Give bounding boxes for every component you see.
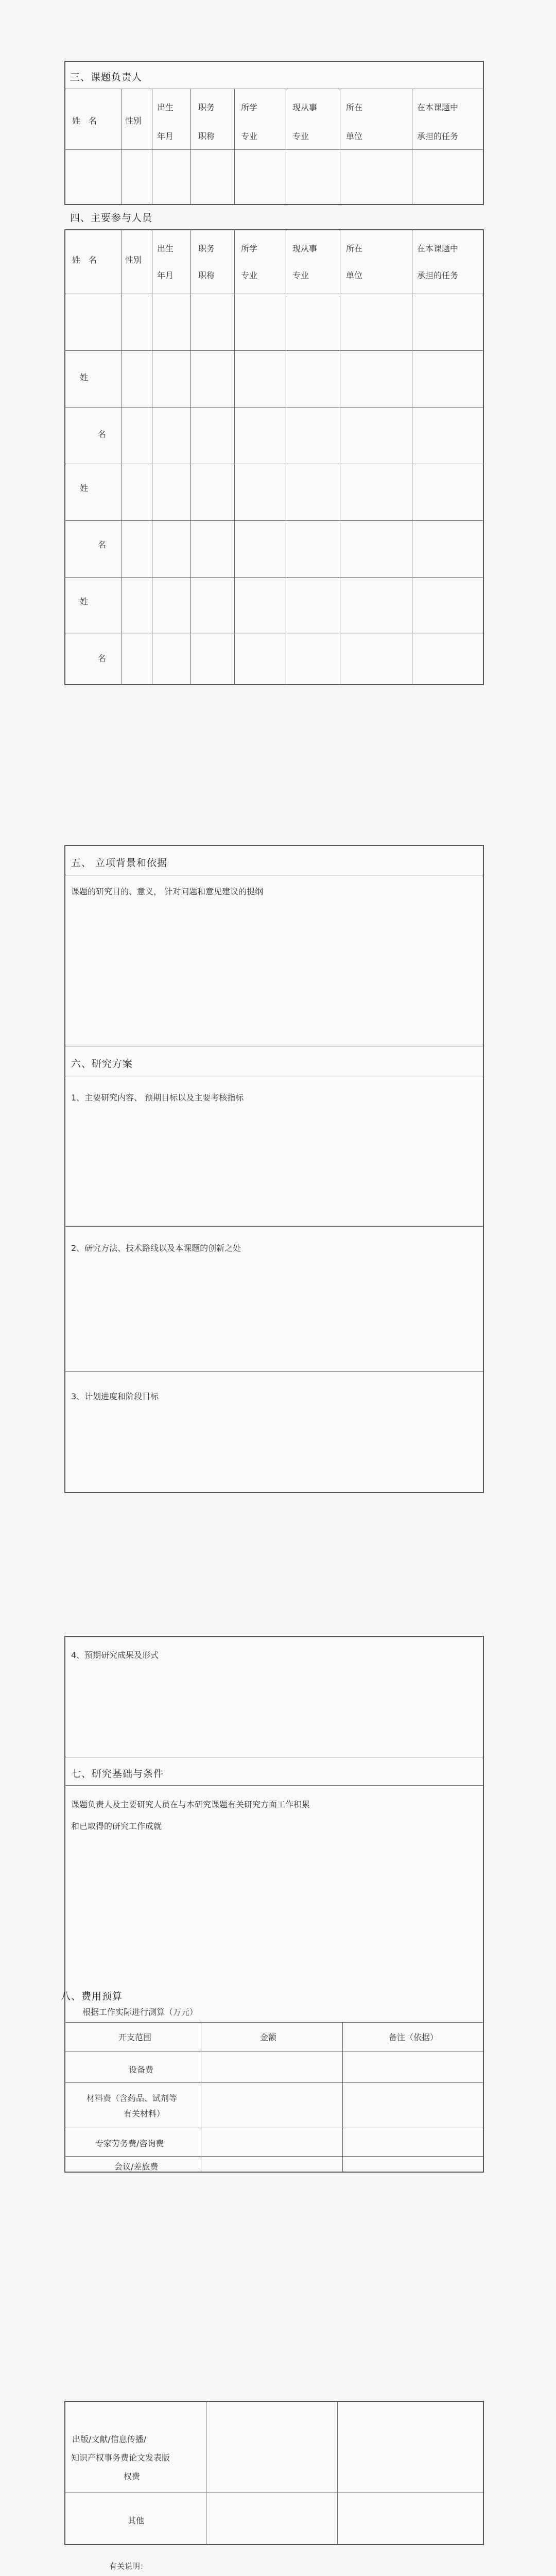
- plan-item-4: 4、预期研究成果及形式: [71, 1650, 159, 1660]
- budget-col-scope: 开支范围: [118, 2032, 152, 2042]
- header-birth: 出生: [157, 244, 174, 253]
- section5-prompt: 课题的研究目的、意义， 针对问题和意见建议的提纲: [71, 887, 264, 896]
- divider: [64, 350, 484, 351]
- header-name: 姓 名: [72, 255, 97, 265]
- header-position: 职务: [198, 244, 215, 253]
- section8-subtitle: 根据工作实际进行测算（万元）: [82, 2007, 198, 2017]
- header-gender: 性别: [125, 116, 142, 126]
- header-unit2: 单位: [346, 131, 363, 141]
- header-task: 在本课题中: [417, 244, 459, 253]
- budget-row-materials: 材料费（含药品、试剂等: [86, 2093, 178, 2103]
- row-label: 姓: [80, 372, 89, 382]
- header-task2: 承担的任务: [417, 270, 459, 280]
- header-task: 在本课题中: [417, 103, 459, 112]
- section5-title: 五、 立项背景和依据: [71, 857, 168, 869]
- header-major: 所学: [241, 244, 258, 253]
- divider: [234, 89, 235, 205]
- participants-table: [64, 229, 484, 685]
- budget-row-meetings: 会议/差旅费: [114, 2162, 159, 2172]
- header-birth2: 年月: [157, 131, 174, 141]
- plan-item-2: 2、研究方法、技术路线以及本课题的创新之处: [71, 1243, 241, 1253]
- budget-row-experts: 专家劳务费/咨询费: [95, 2139, 164, 2148]
- header-position2: 职称: [198, 131, 215, 141]
- plan-item-3: 3、计划进度和阶段目标: [71, 1392, 159, 1401]
- divider: [190, 89, 191, 205]
- header-name: 姓 名: [72, 116, 97, 126]
- notes-title: 有关说明：: [109, 2562, 148, 2571]
- header-current: 现从事: [292, 244, 318, 253]
- divider: [64, 520, 484, 521]
- budget-col-note: 备注（依据）: [389, 2032, 439, 2042]
- header-birth: 出生: [157, 103, 174, 112]
- header-major2: 专业: [241, 131, 258, 141]
- header-major: 所学: [241, 103, 258, 112]
- header-major2: 专业: [241, 270, 258, 280]
- header-gender: 性别: [125, 255, 142, 265]
- header-current2: 专业: [292, 131, 309, 141]
- header-position: 职务: [198, 103, 215, 112]
- divider: [234, 229, 235, 685]
- section4-title: 四、主要参与人员: [70, 212, 153, 224]
- header-unit2: 单位: [346, 270, 363, 280]
- section7-line2: 和已取得的研究工作成就: [71, 1821, 162, 1831]
- budget-row-publication2: 知识产权事务费论文发表版: [71, 2453, 170, 2463]
- divider: [64, 2156, 484, 2157]
- row-label: 姓: [80, 483, 89, 493]
- divider: [190, 229, 191, 685]
- divider: [64, 2082, 484, 2083]
- header-current2: 专业: [292, 270, 309, 280]
- budget-row-publication: 出版/文献/信息传播/: [72, 2434, 147, 2444]
- row-label: 名: [98, 653, 107, 663]
- budget-row-equipment: 设备费: [129, 2065, 154, 2075]
- divider: [342, 2022, 343, 2173]
- header-position2: 职称: [198, 270, 215, 280]
- divider: [64, 1785, 484, 1786]
- row-label: 姓: [80, 597, 89, 606]
- divider: [337, 2401, 338, 2545]
- plan-item-1: 1、主要研究内容、 预期目标以及主要考核指标: [71, 1093, 244, 1103]
- header-birth2: 年月: [157, 270, 174, 280]
- row-label: 名: [98, 429, 107, 439]
- budget-row-materials2: 有关材料）: [124, 2109, 165, 2119]
- divider: [64, 2022, 484, 2023]
- budget-col-amount: 金额: [260, 2032, 277, 2042]
- budget-row-publication3: 权费: [124, 2471, 141, 2481]
- row-label: 名: [98, 540, 107, 550]
- header-unit: 所在: [346, 103, 363, 112]
- header-task2: 承担的任务: [417, 131, 459, 141]
- divider: [64, 1371, 484, 1372]
- section3-title: 三、课题负责人: [70, 72, 143, 83]
- section8-title: 八、费用预算: [61, 1991, 123, 2002]
- divider: [64, 149, 484, 150]
- header-current: 现从事: [292, 103, 318, 112]
- divider: [64, 577, 484, 578]
- section7-title: 七、研究基础与条件: [71, 1768, 164, 1780]
- divider: [64, 1226, 484, 1227]
- budget-row-other: 其他: [128, 2516, 145, 2526]
- header-unit: 所在: [346, 244, 363, 253]
- section6-title: 六、研究方案: [71, 1058, 133, 1070]
- section7-line1: 课题负责人及主要研究人员在与本研究课题有关研究方面工作积累: [71, 1800, 310, 1809]
- divider: [64, 407, 484, 408]
